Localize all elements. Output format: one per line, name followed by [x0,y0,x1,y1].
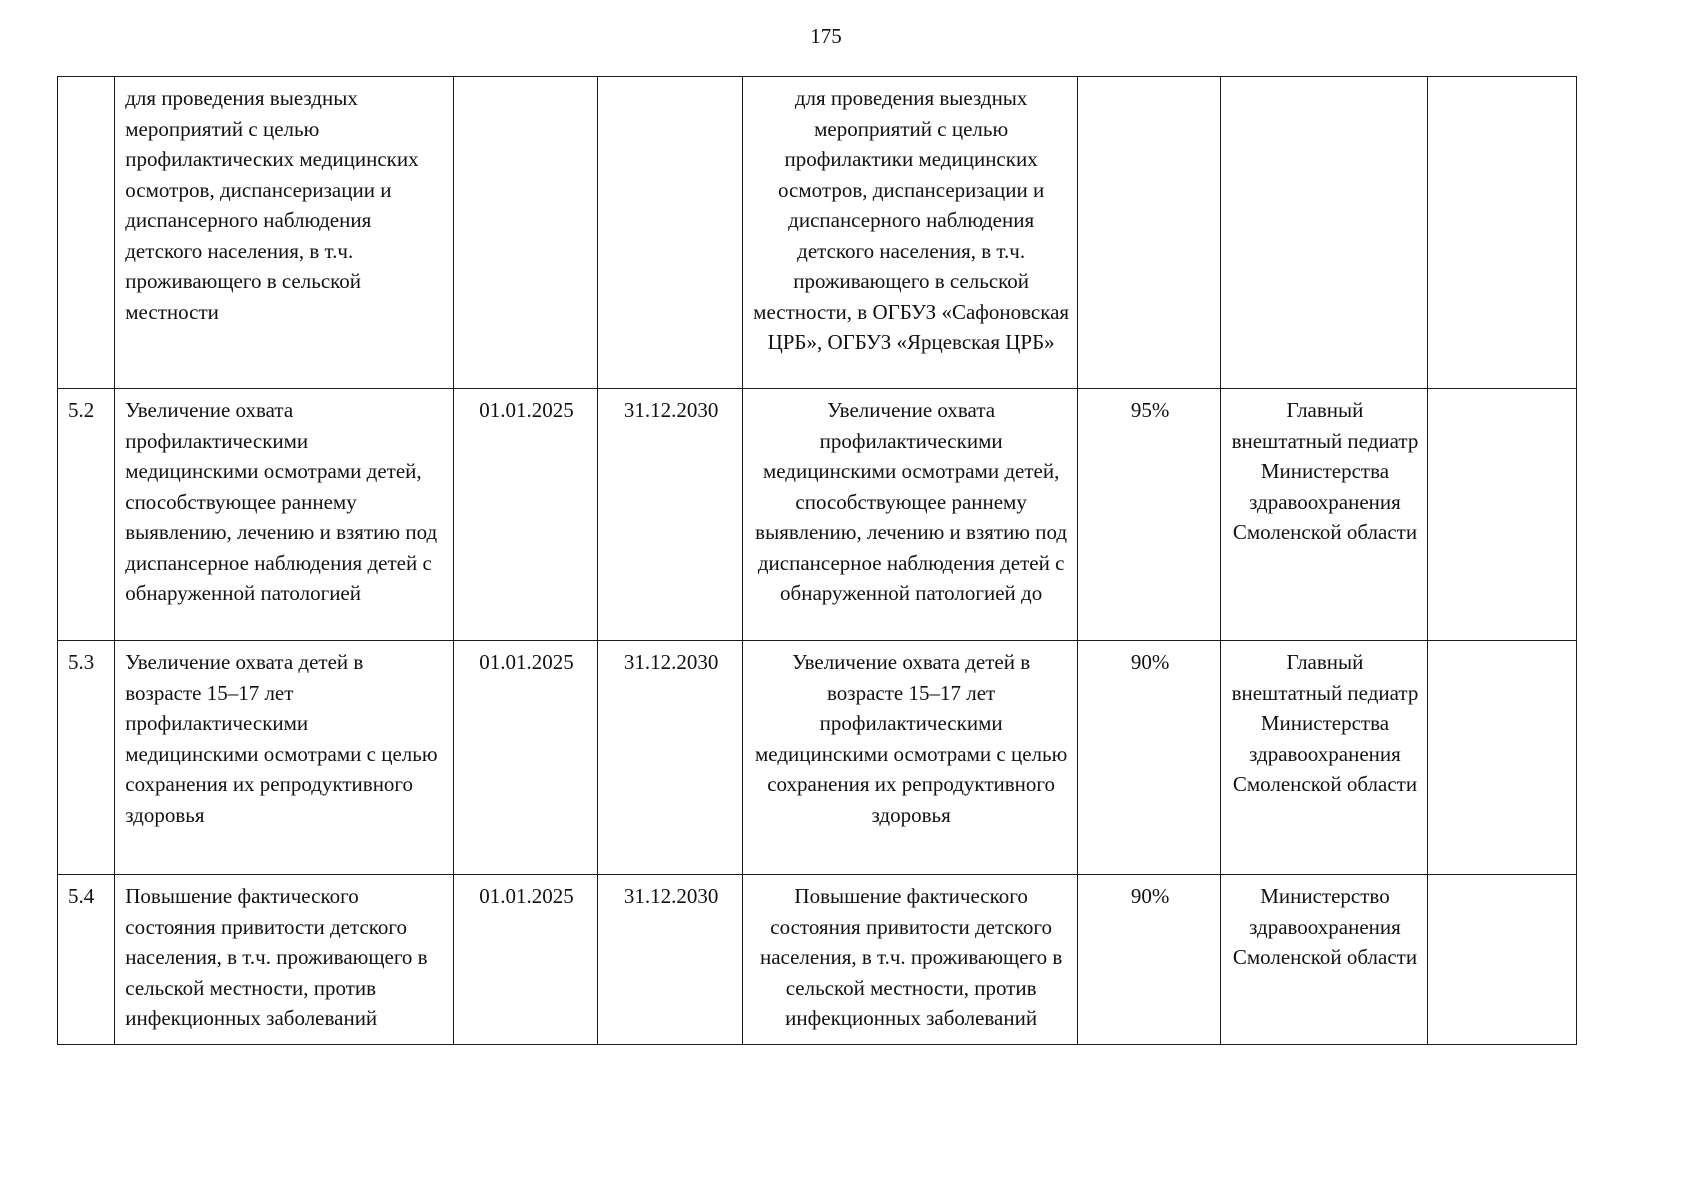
start-date: 01.01.2025 [453,875,598,1045]
row-number [58,77,115,389]
table-row [58,641,1577,875]
row-number: 5.3 [58,641,115,875]
end-date: 31.12.2030 [598,389,743,641]
expected-result: Увеличение охвата детей в возрасте 15–17 лет профилактическими медицинскими осмотрами с целью сохранения их репродуктивного здоровья [743,641,1078,875]
responsible: Главный внештатный педиатр Министерства здравоохранения Смоленской области [1220,389,1427,641]
expected-result: Увеличение охвата профилактическими медицинскими осмотрами детей, способствующее раннему выявлению, лечению и взятию под диспансерное наблюдения детей с обнаруженной патологией до [743,389,1078,641]
extra-cell [1428,875,1577,1045]
target-value: 95% [1078,389,1221,641]
row-number: 5.4 [58,875,115,1045]
page-number: 175 [810,24,842,48]
measure-name: Повышение фактического состояния привитости детского населения, в т.ч. проживающего в сельской местности, против инфекционных заболеваний [115,875,453,1045]
end-date: 31.12.2030 [598,875,743,1045]
table-row [58,875,1577,1045]
start-date: 01.01.2025 [453,389,598,641]
start-date [453,77,598,389]
table-row [58,77,1577,389]
target-value: 90% [1078,641,1221,875]
target-value [1078,77,1221,389]
extra-cell [1428,389,1577,641]
measure-name: Увеличение охвата профилактическими медицинскими осмотрами детей, способствующее раннему выявлению, лечению и взятию под диспансерное наблюдения детей с обнаруженной патологией [115,389,453,641]
target-value: 90% [1078,875,1221,1045]
extra-cell [1428,77,1577,389]
end-date [598,77,743,389]
measures-table [57,76,1577,1045]
row-number: 5.2 [58,389,115,641]
end-date: 31.12.2030 [598,641,743,875]
measure-name: для проведения выездных мероприятий с целью профилактических медицинских осмотров, диспансеризации и диспансерного наблюдения детского населения, в т.ч. проживающего в сельской местности [115,77,453,389]
responsible [1220,77,1427,389]
responsible: Министерство здравоохранения Смоленской области [1220,875,1427,1045]
expected-result: для проведения выездных мероприятий с целью профилактики медицинских осмотров, диспансеризации и диспансерного наблюдения детского населения, в т.ч. проживающего в сельской местности, в ОГБУЗ «Сафоновская ЦРБ», ОГБУЗ «Ярцевская ЦРБ» [743,77,1078,389]
expected-result: Повышение фактического состояния привитости детского населения, в т.ч. проживающего в сельской местности, против инфекционных заболеваний [743,875,1078,1045]
start-date: 01.01.2025 [453,641,598,875]
measure-name: Увеличение охвата детей в возрасте 15–17 лет профилактическими медицинскими осмотрами с целью сохранения их репродуктивного здоровья [115,641,453,875]
table-row [58,389,1577,641]
extra-cell [1428,641,1577,875]
responsible: Главный внештатный педиатр Министерства здравоохранения Смоленской области [1220,641,1427,875]
